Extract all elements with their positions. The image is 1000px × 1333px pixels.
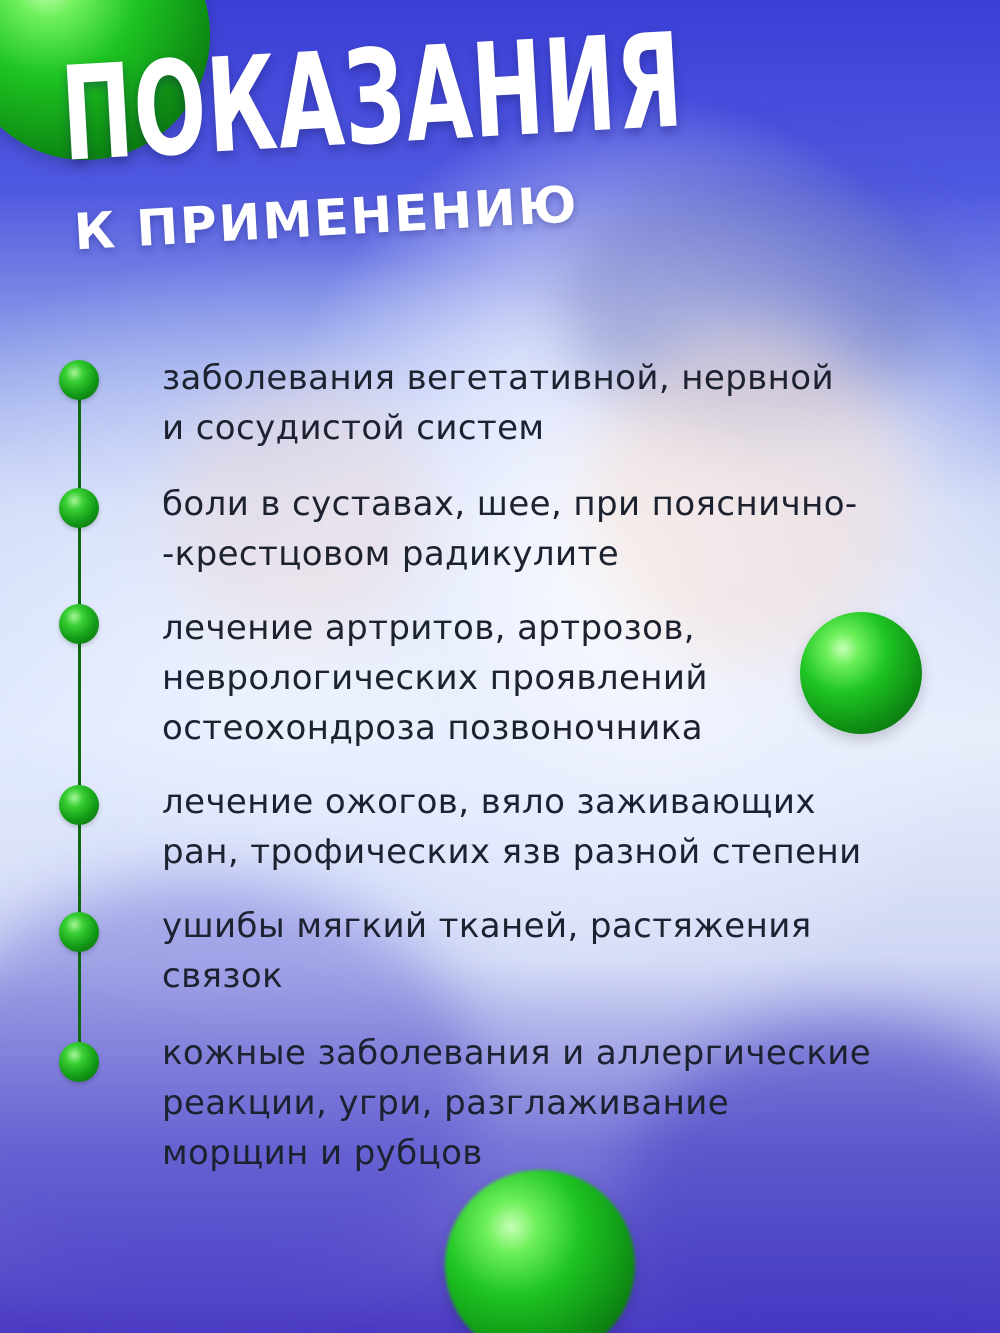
list-item-line: лечение ожогов, вяло заживающих	[162, 782, 816, 822]
list-item-text	[162, 777, 862, 877]
list-item-line: ушибы мягкий тканей, растяжения	[162, 906, 812, 946]
bullet-dot-icon	[59, 1042, 99, 1082]
list-item-text	[162, 1028, 871, 1178]
list-item-line: связок	[162, 956, 284, 996]
list-item-text	[162, 353, 834, 453]
list-item-line: ран, трофических язв разной степени	[162, 832, 862, 872]
list-item-line: и сосудистой систем	[162, 408, 545, 448]
list-item-line: боли в суставах, шее, при пояснично-	[162, 484, 858, 524]
list-item-text	[162, 479, 858, 579]
page-title: ПОКАЗАНИЯ	[57, 4, 687, 192]
bullet-dot-icon	[59, 785, 99, 825]
list-item-line: заболевания вегетативной, нервной	[162, 358, 834, 398]
list-item-line: -крестцовом радикулите	[162, 534, 620, 574]
bullet-dot-icon	[59, 488, 99, 528]
list-item-line: реакции, угри, разглаживание	[162, 1083, 730, 1123]
list-item-line: лечение артритов, артрозов,	[162, 608, 696, 648]
list-item-text	[162, 603, 708, 753]
bullet-dot-icon	[59, 604, 99, 644]
list-item-line: морщин и рубцов	[162, 1133, 483, 1173]
list-item-text	[162, 901, 812, 1001]
page-subtitle: К ПРИМЕНЕНИЮ	[72, 175, 580, 262]
bullet-dot-icon	[59, 360, 99, 400]
list-item-line: остеохондроза позвоночника	[162, 708, 703, 748]
list-item-line: кожные заболевания и аллергические	[162, 1033, 872, 1073]
bullet-dot-icon	[59, 912, 99, 952]
list-item-line: неврологических проявлений	[162, 658, 708, 698]
